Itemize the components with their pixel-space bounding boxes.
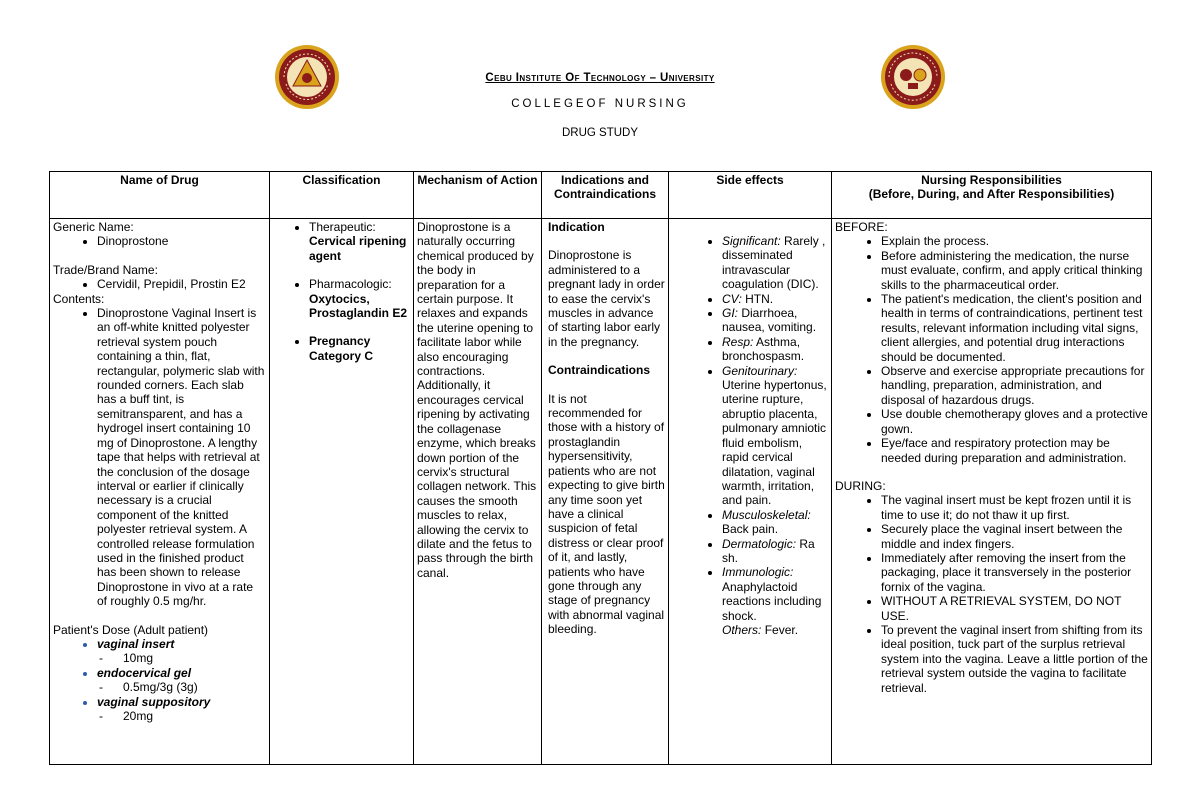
dose-label: Patient's Dose (Adult patient) [53,622,209,637]
trade-name-label: Trade/Brand Name: [53,262,158,277]
side-effect-item: • Significant: Rarely , disseminated intravascular coagulation (DIC). [722,234,828,292]
therapeutic-value: Cervical ripening agent [309,234,407,263]
generic-name: • Dinoprostone [97,234,266,248]
side-effect-item: • Musculoskeletal: Back pain. [722,508,828,537]
header-name-of-drug: Name of Drug [50,172,270,219]
indication-text: Dinoprostone is administered to a pregnant lady in order to ease the cervix's muscles in advance of starting labor early in the pregnancy. [548,248,665,349]
during-item: • Securely place the vaginal insert between the middle and index fingers. [881,522,1148,551]
cell-mechanism [414,219,542,765]
dose-amount: - 0.5mg/3g (3g) [123,680,266,694]
cell-nursing [832,219,1152,765]
side-effect-item: • Resp: Asthma, bronchospasm. [722,335,828,364]
contraindication-title: Contraindications [548,363,651,378]
side-effect-item: • Genitourinary: Uterine hypertonus, uterine rupture, abruptio placenta, pulmonary amniotic fluid embolism, rapid cervical dilatation, vaginal warmth, irritation, and pain. [722,364,828,508]
header-nursing-subtitle: (Before, During, and After Responsibilities) [868,187,1115,202]
contents-text: • Dinoprostone Vaginal Insert is an off-white knitted polyester retrieval system pouch containing a thin, flat, rectangular, polymeric slab with rounded corners. Each slab has a buff tint, is semitransparent, and has a hydrogel insert containing 10 mg of Dinoprostone. A lengthy tape that helps with retrieval at the conclusion of the dosage interval or earlier if clinically necessary is a crucial component of the knitted polyester retrieval system. A controlled release formulation used in the finished product has been shown to release Dinoprostone in vivo at a rate of roughly 0.5 mg/hr. [97,306,266,609]
during-item: • To prevent the vaginal insert from shifting from its ideal position, tuck part of the surplus retrieval system into the vagina. Leave a little portion of the retrieval system outside the vagina to facilitate retrieval. [881,623,1148,695]
during-item: • Immediately after removing the insert from the packaging, place it transversely in the posterior fornix of the vagina. [881,551,1148,594]
drug-study-table [49,171,1152,765]
therapeutic-label: Therapeutic: [309,220,376,234]
others-label: Others: [722,622,762,637]
generic-name-label: Generic Name: [53,220,134,234]
dose-route: • vaginal insert [97,637,266,651]
dose-route: • endocervical gel [97,666,266,680]
side-effect-item: • CV: HTN. [722,292,828,306]
dose-amount: - 20mg [123,709,266,723]
header-nursing [832,172,1152,219]
during-item: • The vaginal insert must be kept frozen until it is time to use it; do not thaw it up first. [881,493,1148,522]
pharmacologic-label: Pharmacologic: [309,277,392,292]
college-name: COLLEGEOF NURSING [511,98,689,110]
contraindication-text: It is not recommended for those with a history of prostaglandin hypersensitivity, patients who are not expecting to give birth any time soon yet have a clinical suspicion of fetal distress or clear proof of it, and lastly, patients who have gone through any stage of pregnancy with abnormal vaginal bleeding. [548,391,665,637]
during-item: • WITHOUT A RETRIEVAL SYSTEM, DO NOT USE. [881,594,1148,623]
mechanism-text: Dinoprostone is a naturally occurring chemical produced by the body in preparation for a certain purpose. It relaxes and expands the uterine opening to facilitate labor while also encouraging contractions. Additionally, it encourages cervical ripening by activating the collagenase enzyme, which breaks down portion of the cervix's structural collagen network. This causes the smooth muscles to relax, allowing the cervix to dilate and the fetus to pass through the birth canal. [417,220,537,580]
side-effect-item: • Dermatologic: Ra sh. [722,537,828,566]
cell-name-of-drug [50,219,270,765]
university-name: Cebu Institute Of Technology – University [485,72,715,84]
document-title: DRUG STUDY [561,127,639,139]
cell-indications [542,219,669,765]
side-effects-list [672,234,828,637]
therapeutic-item [309,220,410,263]
before-item: • Explain the process. [881,234,1148,248]
before-item: • Use double chemotherapy gloves and a protective gown. [881,407,1148,436]
side-effect-item: • Immunologic: Anaphylactoid reactions including shock. Others: Fever. [722,565,828,637]
indication-title: Indication [548,220,605,234]
header-nursing-title: Nursing Responsibilities [921,173,1062,187]
contents-label: Contents: [53,291,105,306]
pregnancy-category: • Pregnancy Category C [309,334,410,363]
header-side-effects: Side effects [669,172,832,219]
before-list [835,234,1148,465]
pharmacologic-item [309,277,410,320]
dose-route: • vaginal suppository [97,695,266,709]
pharmacologic-value: Oxytocics, Prostaglandin E2 [309,291,408,321]
before-item: • The patient's medication, the client's position and health in terms of contraindications, pertinent test results, relevant information including vital signs, client allergies, and potential drug interactions should be documented. [881,292,1148,364]
header-mechanism: Mechanism of Action [414,172,542,219]
during-label: DURING: [835,478,886,493]
cell-classification [270,219,414,765]
others-text: Fever. [761,622,799,637]
cell-side-effects [669,219,832,765]
side-effect-item: • GI: Diarrhoea, nausea, vomiting. [722,306,828,335]
header-indications: Indications and Contraindications [542,172,669,219]
before-item: • Observe and exercise appropriate precautions for handling, preparation, administration, and disposal of hazardous drugs. [881,364,1148,407]
header-classification: Classification [270,172,414,219]
before-item: • Eye/face and respiratory protection may be needed during preparation and administration. [881,436,1148,465]
before-label: BEFORE: [835,220,888,234]
table-body-row [50,219,1152,765]
dose-amount: - 10mg [123,651,266,665]
table-header-row [50,172,1152,219]
trade-name: • Cervidil, Prepidil, Prostin E2 [97,277,266,291]
before-item: • Before administering the medication, the nurse must evaluate, confirm, and apply critical thinking skills to the pharmaceutical order. [881,249,1148,292]
during-list [835,493,1148,695]
